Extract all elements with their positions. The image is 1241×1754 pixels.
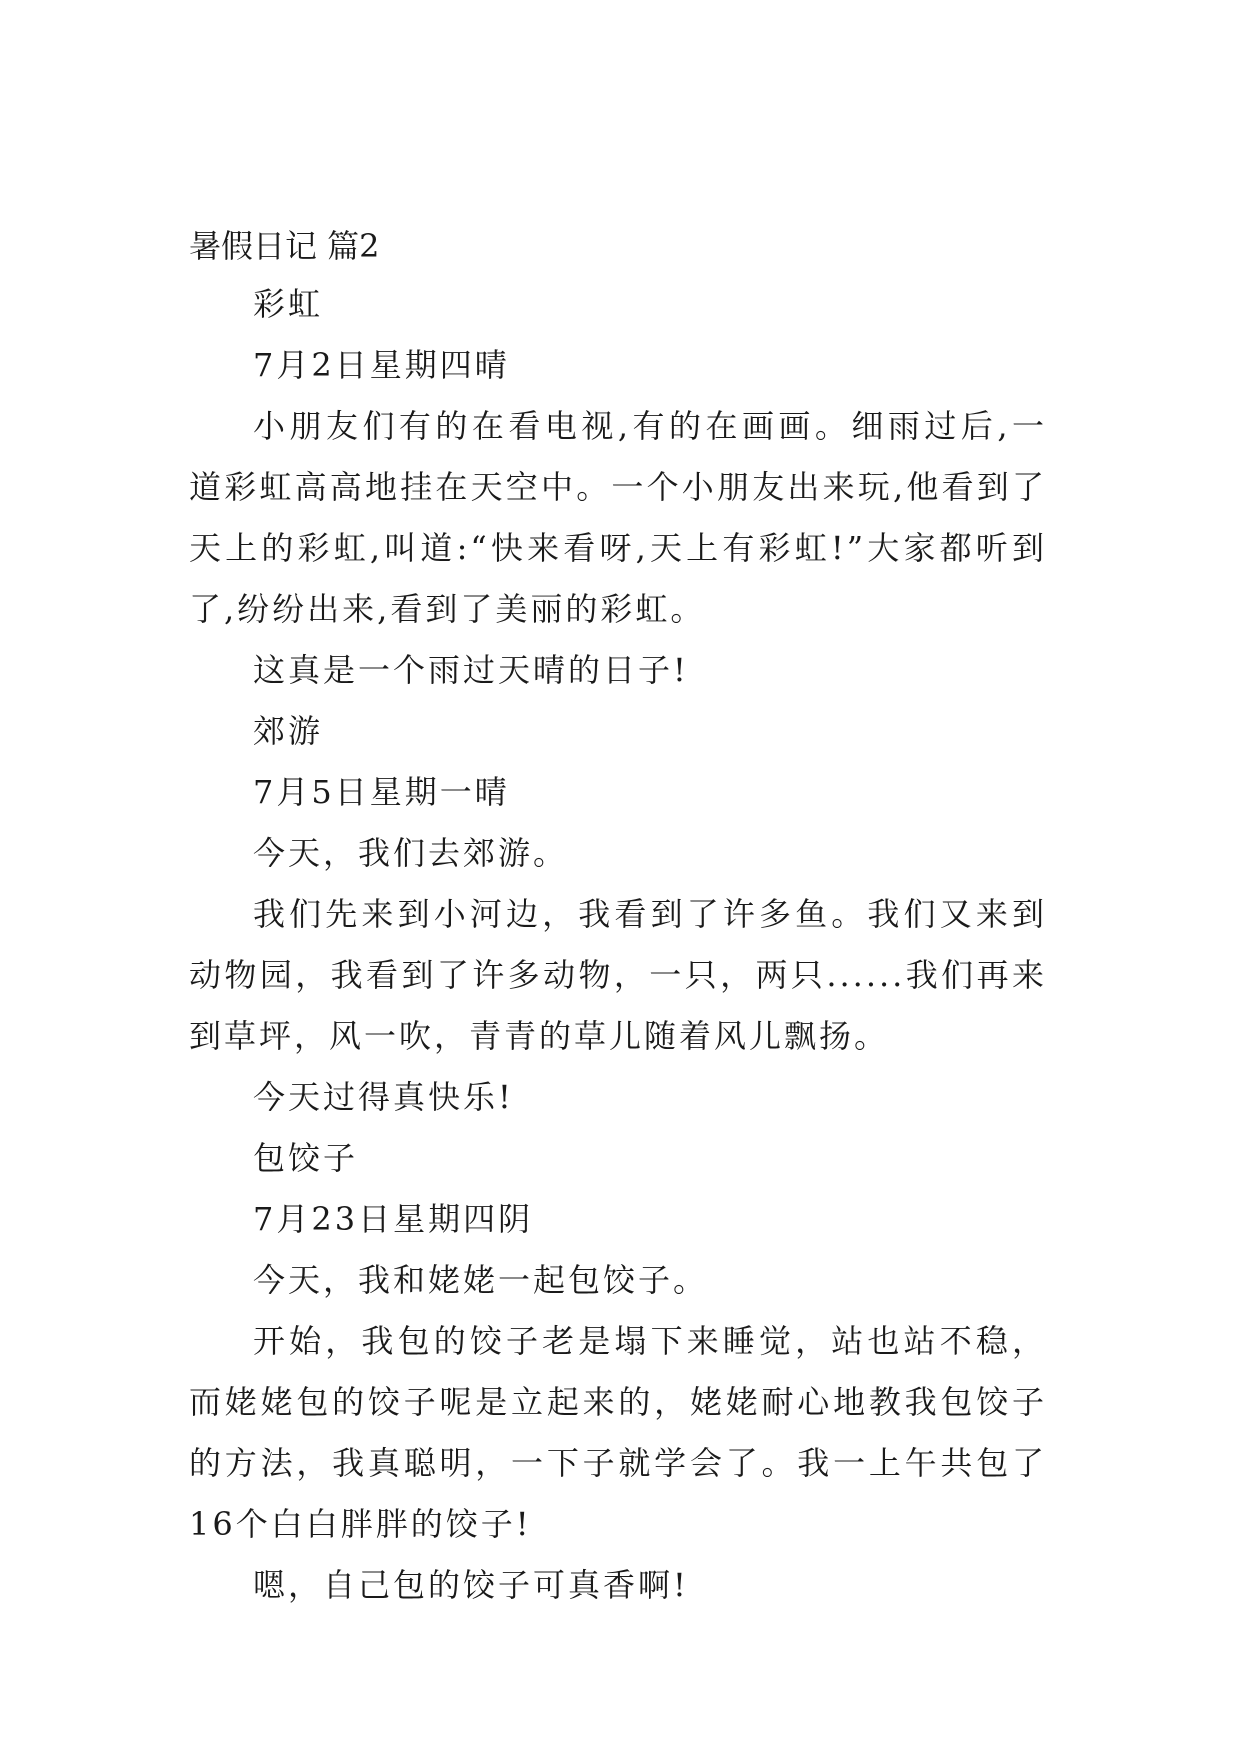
- section-title-outing: 郊游: [253, 712, 324, 750]
- paragraph: 今天，我和姥姥一起包饺子。: [253, 1261, 709, 1299]
- paragraph: 我们先来到小河边，我看到了许多鱼。我们又来到动物园，我看到了许多动物，一只，两只......我们再来到草坪，风一吹，青青的草儿随着风儿飘扬。: [189, 895, 1047, 1055]
- section-title-rainbow: 彩虹: [253, 285, 324, 323]
- date-line: 7月5日星期一晴: [253, 773, 510, 811]
- paragraph: 这真是一个雨过天晴的日子!: [253, 651, 689, 689]
- date-line: 7月2日星期四晴: [253, 346, 510, 384]
- paragraph: 开始，我包的饺子老是塌下来睡觉，站也站不稳，而姥姥包的饺子呢是立起来的，姥姥耐心地教我包饺子的方法，我真聪明，一下子就学会了。我一上午共包了16个白白胖胖的饺子!: [189, 1322, 1047, 1543]
- document-body: [189, 274, 1047, 1616]
- paragraph: 今天过得真快乐!: [253, 1078, 514, 1116]
- document-heading: 暑假日记 篇2: [189, 227, 380, 265]
- paragraph: 小朋友们有的在看电视,有的在画画。细雨过后,一道彩虹高高地挂在天空中。一个小朋友出来玩,他看到了天上的彩虹,叫道:“快来看呀,天上有彩虹!”大家都听到了,纷纷出来,看到了美丽的彩虹。: [189, 407, 1047, 628]
- paragraph: 嗯，自己包的饺子可真香啊!: [253, 1566, 689, 1604]
- section-title-dumplings: 包饺子: [253, 1139, 359, 1177]
- date-line: 7月23日星期四阴: [253, 1200, 534, 1238]
- paragraph: 今天，我们去郊游。: [253, 834, 569, 872]
